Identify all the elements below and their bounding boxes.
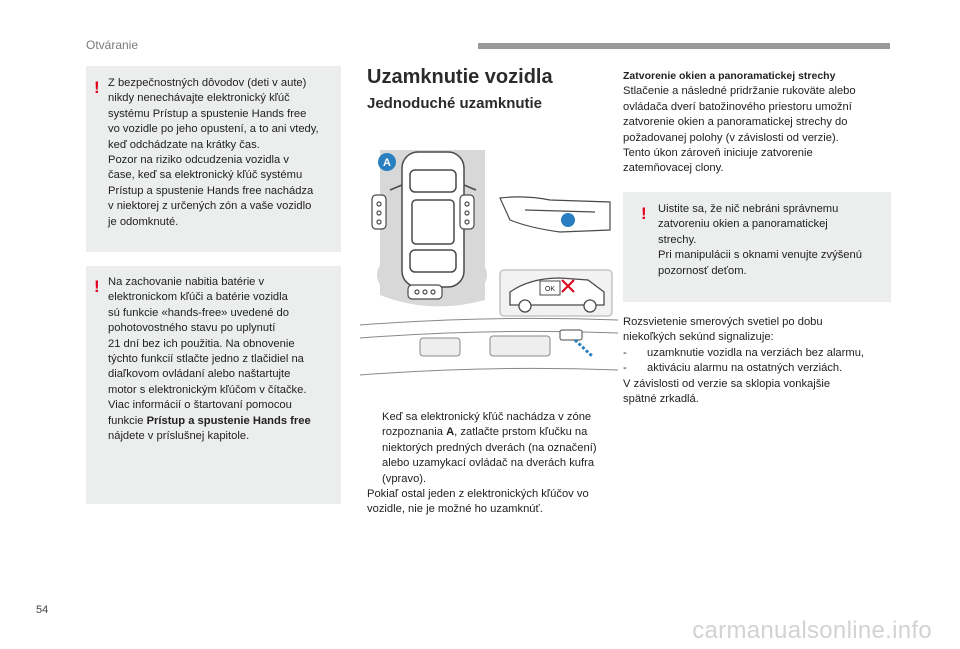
text-line: vozidle, nie je možné ho uzamknúť. (367, 503, 543, 516)
section-subtitle: Jednoduché uzamknutie (367, 95, 543, 112)
text-line: strechy. (658, 233, 697, 246)
locking-illustration (360, 140, 620, 390)
text-line: pozornosť deťom. (658, 264, 747, 277)
ok-label: OK (544, 286, 556, 293)
text-run: funkcie (108, 414, 147, 427)
text-line: elektronickom kľúči a batérie vozidla (108, 291, 288, 304)
tailgate-view (360, 318, 618, 375)
text-line: niektorých predných dverách (na označení) (382, 441, 597, 454)
instructions-text (367, 410, 617, 518)
list-item (623, 361, 895, 376)
header-bar (478, 43, 890, 49)
text-line (382, 425, 597, 440)
list-text: aktiváciu alarmu na ostatných verziách. (647, 362, 843, 375)
warning-text-battery (108, 275, 340, 444)
key-fob-right-icon (460, 195, 474, 229)
text-line: nájdete v príslušnej kapitole. (108, 430, 250, 443)
signal-section (623, 315, 895, 407)
section-title: Otváranie (86, 38, 139, 52)
text-line: (vpravo). (382, 472, 427, 485)
warning-text-windows (658, 202, 886, 279)
text-line: pohotovostného stavu po uplynutí (108, 322, 276, 335)
windows-closing-section (623, 69, 893, 177)
text-line: Pri manipulácii s oknami venujte zvýšenú (658, 249, 862, 262)
bullet-item (367, 410, 617, 487)
text-line: vo vozidle po jeho opustení, a to ani vtedy, (108, 123, 319, 136)
text-line: Pokiaľ ostal jeden z elektronických kľúčov vo (367, 488, 589, 501)
text-line: Rozsvietenie smerových svetiel po dobu (623, 316, 823, 328)
warning-icon: ! (641, 204, 647, 223)
text-line (108, 414, 340, 429)
text-line: Stlačenie a následné pridržanie rukoväte alebo (623, 85, 856, 98)
text-line: V závislosti od verzie sa sklopia vonkajšie (623, 377, 831, 390)
press-arrow-icon (575, 340, 592, 356)
footer-watermark: carmanualsonline.info (692, 617, 932, 644)
list-dash: - (623, 362, 627, 375)
list-item (623, 346, 895, 361)
list-dash: - (623, 346, 627, 359)
text-line: Keď sa elektronický kľúč nachádza v zóne (382, 411, 592, 423)
text-line: Uistite sa, že nič nebráni správnemu (658, 203, 839, 215)
text-line: alebo uzamykací ovládač na dverách kufra (382, 457, 595, 470)
text-line: motor s elektronickým kľúčom v čítačke. (108, 383, 307, 396)
text-line: požadovanej polohy (v závislosti od verzie). (623, 131, 839, 144)
text-line: sú funkcie «hands-free» uvedené do (108, 306, 289, 319)
key-fob-rear-icon (408, 285, 442, 299)
text-line: Na zachovanie nabitia batérie v (108, 276, 265, 288)
page-number: 54 (36, 604, 49, 616)
bold-term: Prístup a spustenie Hands free (146, 414, 311, 427)
text-line: zatemňovacej clony. (623, 162, 724, 175)
text-line: systému Prístup a spustenie Hands free (108, 107, 307, 120)
text-line: keď odchádzate na krátky čas. (108, 138, 260, 151)
hand-door-handle-icon (500, 197, 610, 232)
text-line: Viac informácií o štartovaní pomocou (108, 399, 292, 412)
text-line: Tento úkon zároveň iniciuje zatvorenie (623, 147, 813, 160)
warning-icon: ! (94, 277, 100, 296)
text-line: zatvoreniu okien a panoramatickej (658, 218, 828, 231)
text-line: čase, keď sa elektronický kľúč systému (108, 169, 303, 182)
text-line: je odomknuté. (108, 215, 179, 228)
text-line: 21 dní bez ich použitia. Na obnovenie (108, 337, 295, 350)
text-line: diaľkovom ovládaní alebo naštartujte (108, 368, 291, 381)
bold-term: A (446, 426, 455, 439)
list-text: uzamknutie vozidla na verziách bez alarmu, (647, 346, 865, 359)
text-line: v niektorej z určených zón a vaše vozidlo (108, 200, 312, 213)
handle-touch-point (561, 213, 575, 227)
text-line: niekoľkých sekúnd signalizuje: (623, 331, 774, 344)
text-line: ovládača dverí batožinového priestoru umožní (623, 100, 852, 113)
warning-icon: ! (94, 78, 100, 97)
text-run: , zatlačte prstom kľučku na (454, 426, 588, 439)
text-run: rozpoznania (382, 426, 447, 439)
text-line: Z bezpečnostných dôvodov (deti v aute) (108, 77, 307, 89)
text-line: Pozor na riziko odcudzenia vozidla v (108, 154, 289, 167)
page-title: Uzamknutie vozidla (367, 66, 553, 88)
section-heading: Zatvorenie okien a panoramatickej strechy (623, 70, 836, 82)
bullet-text (382, 410, 597, 487)
text-line: týchto funkcií stlačte jedno z tlačidiel na (108, 353, 304, 366)
warning-text-child-safety (108, 76, 340, 230)
bullet-arrow-icon (367, 410, 382, 487)
key-fob-left-icon (372, 195, 386, 229)
tailgate-button (560, 330, 582, 340)
text-line: spätné zrkadlá. (623, 393, 699, 406)
text-line: Prístup a spustenie Hands free nachádza (108, 184, 314, 197)
text-line: nikdy nenechávajte elektronický kľúč (108, 92, 290, 105)
text-line: zatvorenie okien a panoramatickej strechy do (623, 116, 848, 129)
zone-a-label: A (383, 157, 391, 169)
